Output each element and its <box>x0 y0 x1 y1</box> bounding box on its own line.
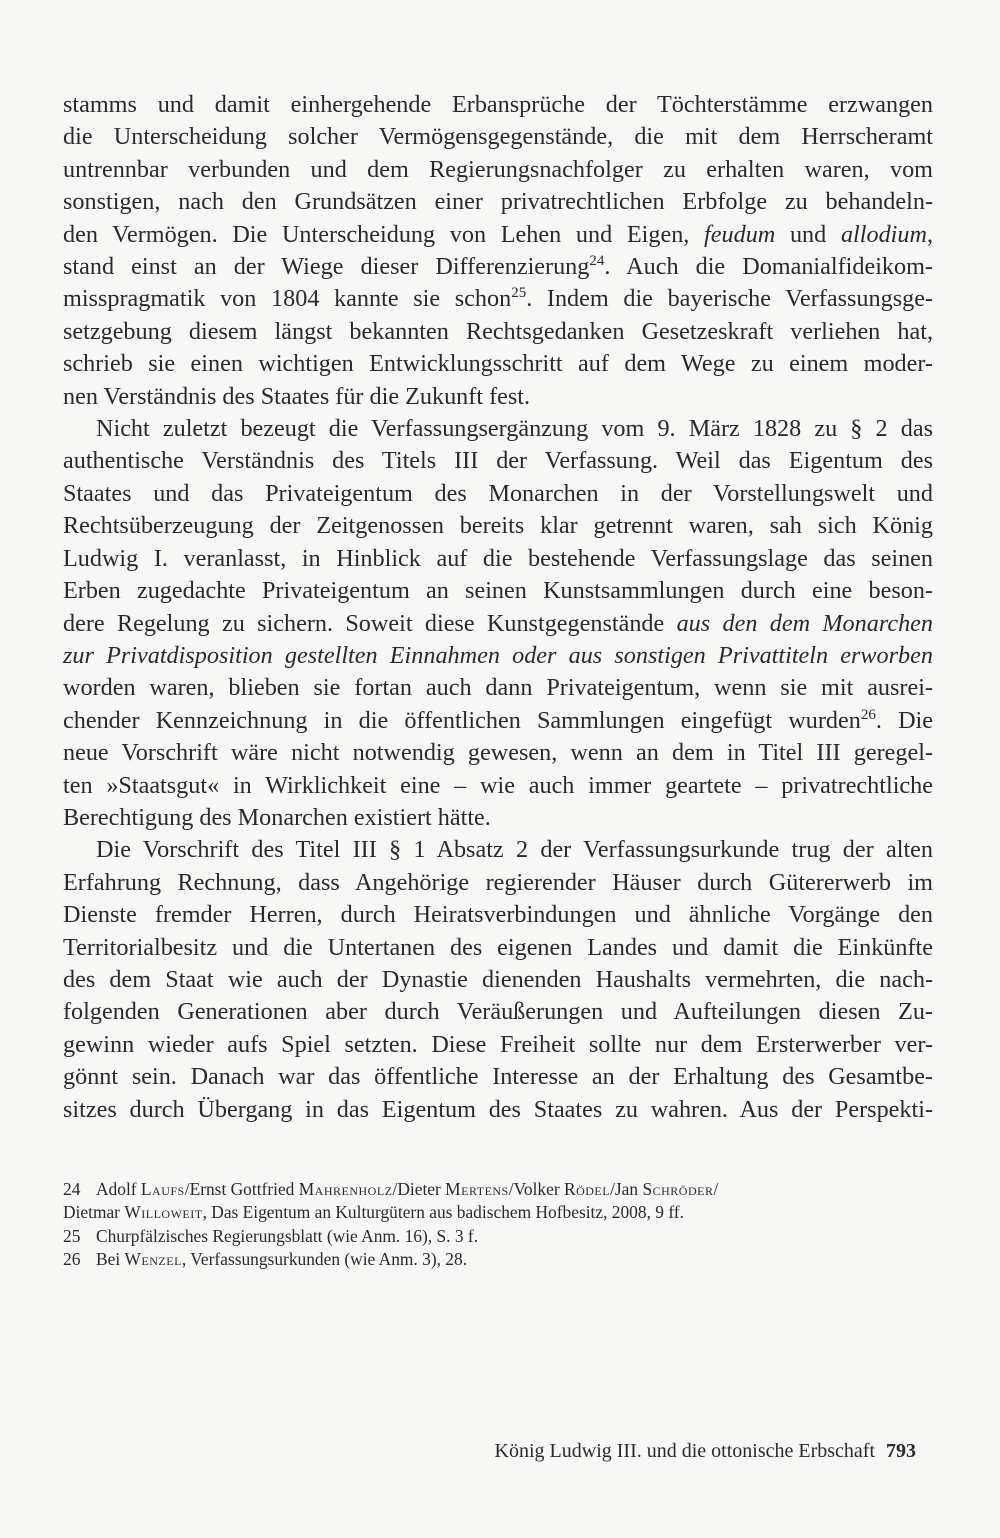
text-line: nen Verständnis des Staates für die Zukunft fest. <box>63 382 531 410</box>
text-line: misspragmatik von 1804 kannte sie schon$^{25}$. Indem die bayerische Verfassungsge- <box>63 285 933 313</box>
footnote <box>63 1248 933 1271</box>
footnote-line: Dietmar Willoweit, Das Eigentum an Kulturgütern aus badischem Hofbesitz, 2008, 9 ff. <box>63 1202 684 1223</box>
footnote-line: 26 Bei Wenzel, Verfassungsurkunden (wie Anm. 3), 28. <box>63 1248 933 1271</box>
footnote <box>63 1225 933 1248</box>
page-number: 793 <box>886 1440 916 1462</box>
text-line: zur Privatdisposition gestellten Einnahmen oder aus sonstigen Privattiteln erworben <box>63 641 933 669</box>
footnote <box>63 1178 933 1225</box>
text-line: die Unterscheidung solcher Vermögensgegenstände, die mit dem Herrscheramt <box>63 123 933 151</box>
text-line: den Vermögen. Die Unterscheidung von Lehen und Eigen, feudum und allodium, <box>63 220 934 248</box>
text-line: Nicht zuletzt bezeugt die Verfassungsergänzung vom 9. März 1828 zu § 2 das <box>96 415 933 443</box>
text-line: stand einst an der Wiege dieser Differenzierung$^{24}$. Auch die Domanialfideikom- <box>63 253 933 281</box>
footnote-ref[interactable]: 25 <box>511 285 527 302</box>
text-line: Ludwig I. veranlasst, in Hinblick auf die bestehende Verfassungslage das seinen <box>63 544 933 572</box>
text-line: ten »Staatsgut« in Wirklichkeit eine – wie auch immer geartete – privatrechtliche <box>63 771 933 799</box>
text-line: schrieb sie einen wichtigen Entwicklungsschritt auf dem Wege zu einem moder- <box>63 350 933 378</box>
paragraph <box>63 89 933 413</box>
text-line: setzgebung diesem längst bekannten Rechtsgedanken Gesetzeskraft verliehen hat, <box>63 317 933 345</box>
text-line: Territorialbesitz und die Untertanen des eigenen Landes und damit die Einkünfte <box>63 933 933 961</box>
text-line: stamms und damit einhergehende Erbansprüche der Töchterstämme erzwangen <box>63 91 933 118</box>
footnote-number: 25 <box>63 1225 81 1246</box>
running-title: König Ludwig III. und die ottonische Erbschaft <box>494 1440 875 1462</box>
text-line: gewinn wieder aufs Spiel setzten. Diese Freiheit sollte nur dem Ersterwerber ver- <box>63 1030 933 1058</box>
main-text <box>63 89 933 1126</box>
text-line: worden waren, blieben sie fortan auch dann Privateigentum, wenn sie mit ausrei- <box>63 674 933 702</box>
running-footer <box>495 1440 916 1463</box>
footnote-number: 24 <box>63 1179 81 1199</box>
text-line: Berechtigung des Monarchen existiert hätte. <box>63 803 491 831</box>
text-line: authentische Verständnis des Titels III der Verfassung. Weil das Eigentum des <box>63 447 933 475</box>
text-line: des dem Staat wie auch der Dynastie dienenden Haushalts vermehrten, die nach- <box>63 965 933 993</box>
footnote-ref[interactable]: 26 <box>860 706 876 723</box>
footnote-ref[interactable]: 24 <box>589 253 605 270</box>
text-line: folgenden Generationen aber durch Veräußerungen und Aufteilungen diesen Zu- <box>63 998 933 1026</box>
text-line: chender Kennzeichnung in die öffentlichen Sammlungen eingefügt wurden$^{26}$. Die <box>63 706 933 734</box>
text-line: Erfahrung Rechnung, dass Angehörige regierender Häuser durch Gütererwerb im <box>63 868 933 896</box>
footnotes <box>63 1178 933 1272</box>
text-line: sitzes durch Übergang in das Eigentum des Staates zu wahren. Aus der Perspekti- <box>63 1095 933 1123</box>
text-line: Staates und das Privateigentum des Monarchen in der Vorstellungswelt und <box>63 479 933 507</box>
text-line: sonstigen, nach den Grundsätzen einer privatrechtlichen Erbfolge zu behandeln- <box>63 188 933 216</box>
text-line: Rechtsüberzeugung der Zeitgenossen bereits klar getrennt waren, sah sich König <box>63 512 933 540</box>
text-line: untrennbar verbunden und dem Regierungsnachfolger zu erhalten waren, vom <box>63 155 933 183</box>
text-line: Erben zugedachte Privateigentum an seinen Kunstsammlungen durch eine beson- <box>63 577 933 605</box>
footnote-line: 25 Churpfälzisches Regierungsblatt (wie Anm. 16), S. 3 f. <box>63 1225 933 1248</box>
footnote-line: 24 Adolf Laufs/Ernst Gottfried Mahrenholz/Dieter Mertens/Volker Rödel/Jan Schröder/ <box>63 1178 933 1201</box>
paragraph <box>63 413 933 834</box>
footnote-number: 26 <box>63 1249 81 1270</box>
text-line: Die Vorschrift des Titel III § 1 Absatz 2 der Verfassungsurkunde trug der alten <box>96 836 933 864</box>
paragraph <box>63 834 933 1126</box>
text-line: dere Regelung zu sichern. Soweit diese Kunstgegenstände aus den dem Monarchen <box>63 609 933 637</box>
text-line: neue Vorschrift wäre nicht notwendig gewesen, wenn an dem in Titel III geregel- <box>63 739 933 767</box>
text-line: Dienste fremder Herren, durch Heiratsverbindungen und ähnliche Vorgänge den <box>63 901 933 929</box>
text-line: gönnt sein. Danach war das öffentliche Interesse an der Erhaltung des Gesamtbe- <box>63 1063 933 1091</box>
